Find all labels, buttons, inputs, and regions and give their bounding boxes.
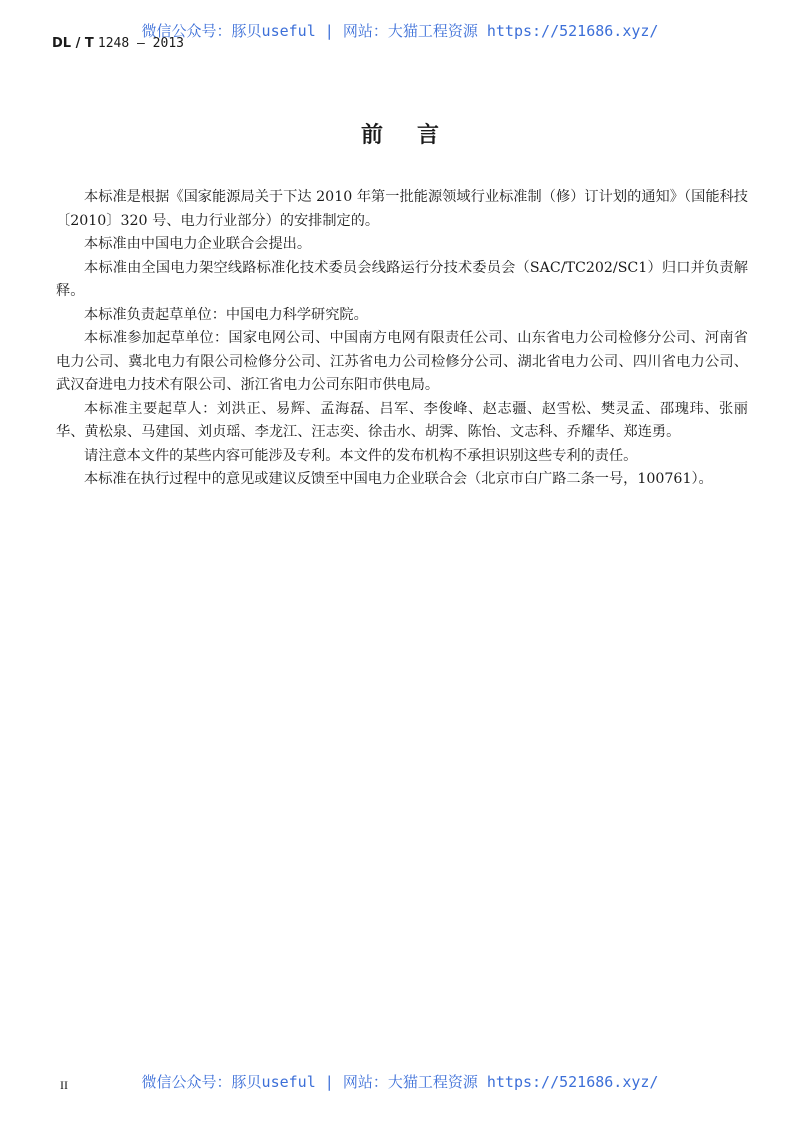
watermark-bottom: 微信公众号：豚贝useful | 网站：大猫工程资源 https://521686.xyz/ [141, 1073, 659, 1091]
paragraph-committee: 本标准由全国电力架空线路标准化技术委员会线路运行分技术委员会（SAC/TC202/SC1）归口并负责解释。 [56, 259, 748, 299]
standard-prefix: DL / T [52, 36, 94, 51]
paragraph-feedback: 本标准在执行过程中的意见或建议反馈至中国电力企业联合会（北京市白广路二条一号，100761）。 [84, 471, 713, 487]
standard-code [52, 36, 184, 51]
watermark-top: 微信公众号：豚贝useful | 网站：大猫工程资源 https://521686.xyz/ [141, 22, 659, 40]
paragraph-main-drafters: 本标准主要起草人：刘洪正、易辉、孟海磊、吕军、李俊峰、赵志疆、赵雪松、樊灵孟、邵瑰玮、张丽华、黄松泉、马建国、刘贞瑶、李龙江、汪志奕、徐击水、胡霁、陈怡、文志科、乔耀华、郑连勇。 [56, 400, 748, 440]
paragraph-lead-drafter: 本标准负责起草单位：中国电力科学研究院。 [84, 306, 368, 323]
page-title: 前言 [360, 123, 473, 148]
standard-number: 1248 — 2013 [97, 36, 184, 51]
paragraph-proposer: 本标准由中国电力企业联合会提出。 [84, 236, 312, 252]
page-number: II [60, 1078, 68, 1092]
paragraph-plan-basis: 本标准是根据《国家能源局关于下达 2010 年第一批能源领域行业标准制（修）订计划的通知》（国能科技〔2010〕320 号、电力行业部分）的安排制定的。 [56, 189, 748, 229]
paragraph-participating-units: 本标准参加起草单位：国家电网公司、中国南方电网有限责任公司、山东省电力公司检修分公司、河南省电力公司、冀北电力有限公司检修分公司、江苏省电力公司检修分公司、湖北省电力公司、四川省电力公司、武汉奋进电力技术有限公司、浙江省电力公司东阳市供电局。 [56, 330, 748, 393]
paragraph-patent-notice: 请注意本文件的某些内容可能涉及专利。本文件的发布机构不承担识别这些专利的责任。 [84, 447, 638, 464]
foreword-body [56, 186, 748, 492]
